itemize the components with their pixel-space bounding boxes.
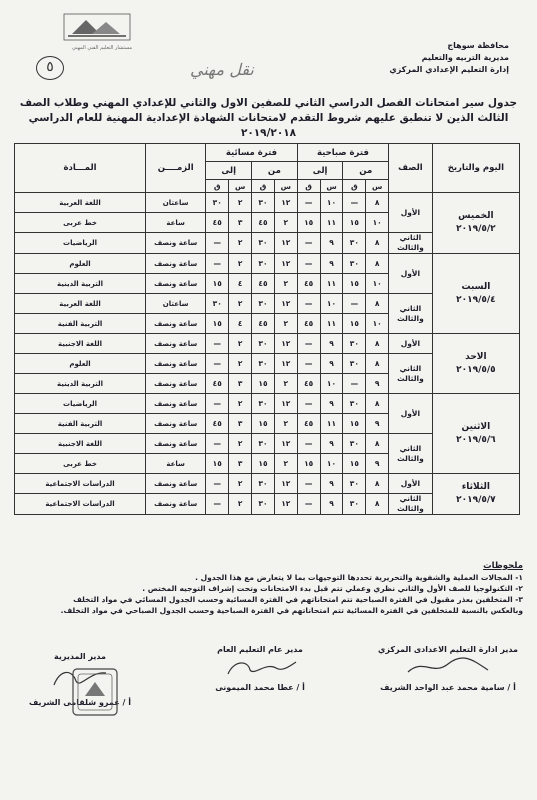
time-ef-q-cell: ٣٠: [252, 294, 275, 314]
table-row: [15, 334, 520, 354]
time-ef-q-cell: ٤٥: [252, 314, 275, 334]
subject-cell: التربية الدينية: [15, 374, 146, 394]
subject-cell: خط عربى: [15, 213, 146, 233]
day-name: الخميس: [458, 211, 494, 221]
org-line-2: مديرية التربيه والتعليم: [421, 53, 509, 62]
duration-cell: ساعتان: [146, 193, 206, 213]
time-et-s-cell: ٢: [229, 254, 252, 274]
time-mf-q-cell: ١٥: [343, 314, 366, 334]
time-mf-q-cell: ١٥: [343, 274, 366, 294]
col-morning-from-hour: س: [366, 180, 389, 193]
time-ef-s-cell: ١٢: [274, 354, 297, 374]
time-mf-q-cell: ٣٠: [343, 434, 366, 454]
time-mt-q-cell: —: [297, 254, 320, 274]
subject-cell: اللغة العربية: [15, 193, 146, 213]
sig3-name: أ / عمرو شلقامى الشريف: [29, 698, 131, 707]
time-ef-s-cell: ١٢: [274, 294, 297, 314]
time-mt-q-cell: —: [297, 474, 320, 494]
time-et-s-cell: ٢: [229, 193, 252, 213]
col-class: الصف: [389, 144, 433, 193]
document-title: [12, 96, 525, 141]
exam-date: ٢٠١٩/٥/٦: [456, 434, 496, 445]
day-name: الاحد: [465, 351, 487, 362]
exam-date: ٢٠١٩/٥/٥: [456, 364, 496, 375]
time-mt-s-cell: ٩: [320, 394, 343, 414]
col-evening-from-min: ق: [252, 180, 275, 193]
duration-cell: ساعة ونصف: [146, 233, 206, 254]
subject-cell: الرياضيات: [15, 233, 146, 254]
time-mt-q-cell: ١٥: [297, 213, 320, 233]
time-ef-q-cell: ١٥: [252, 414, 275, 434]
duration-cell: ساعة ونصف: [146, 254, 206, 274]
time-et-q-cell: —: [206, 434, 229, 454]
class-cell: الثاني والثالث: [389, 294, 433, 334]
subject-cell: التربية الدينية: [15, 274, 146, 294]
col-evening-to-min: ق: [206, 180, 229, 193]
time-et-q-cell: ١٥: [206, 454, 229, 474]
note-3: ٣- المتخلفين بعذر مقبول في الفترة الصباحية تتم امتحاناتهم في الفترة المسائية وحسب الجدول المسائي في مواد التخلف: [73, 595, 523, 604]
time-mf-s-cell: ١٠: [366, 314, 389, 334]
time-ef-s-cell: ٢: [274, 213, 297, 233]
time-et-q-cell: —: [206, 474, 229, 494]
page-number-circle: ٥: [36, 56, 64, 80]
time-et-s-cell: ٣: [229, 213, 252, 233]
col-morning-from-min: ق: [343, 180, 366, 193]
class-cell: الأول: [389, 193, 433, 233]
sig2-name: أ / عطا محمد الميمونى: [215, 683, 305, 692]
time-mt-q-cell: —: [297, 294, 320, 314]
time-et-s-cell: ٢: [229, 233, 252, 254]
time-mt-q-cell: —: [297, 334, 320, 354]
subject-cell: الدراسات الاجتماعية: [15, 474, 146, 494]
day-date-cell: [432, 474, 519, 515]
time-mt-q-cell: ٤٥: [297, 414, 320, 434]
org-line-1: محافظة سوهاج: [447, 41, 509, 50]
time-ef-s-cell: ١٢: [274, 474, 297, 494]
time-ef-s-cell: ٢: [274, 314, 297, 334]
class-cell: الأول: [389, 474, 433, 494]
time-ef-q-cell: ٤٥: [252, 274, 275, 294]
time-mf-s-cell: ٨: [366, 254, 389, 274]
class-cell: الأول: [389, 334, 433, 354]
table-row: [15, 193, 520, 213]
subject-cell: التربية الفنية: [15, 414, 146, 434]
exam-schedule-table: [14, 143, 520, 515]
time-mf-q-cell: ٣٠: [343, 254, 366, 274]
time-et-s-cell: ٢: [229, 394, 252, 414]
sig2-title: مدير عام التعليم العام: [217, 645, 303, 654]
col-evening-from-hour: س: [274, 180, 297, 193]
col-morning-from: من: [343, 162, 389, 180]
time-et-s-cell: ٣: [229, 374, 252, 394]
time-ef-s-cell: ١٢: [274, 494, 297, 515]
sig1-title: مدير ادارة التعليم الاعدادى المركزي: [378, 645, 518, 654]
time-mt-s-cell: ٩: [320, 494, 343, 515]
time-ef-q-cell: ٣٠: [252, 334, 275, 354]
time-ef-s-cell: ١٢: [274, 254, 297, 274]
duration-cell: ساعة: [146, 213, 206, 233]
time-mf-q-cell: ١٥: [343, 454, 366, 474]
note-1: ١- المجالات العملية والشفوية والتحريرية تحددها التوجيهات بما لا يتعارض مع هذا الجدول .: [195, 573, 523, 582]
time-et-q-cell: —: [206, 394, 229, 414]
official-stamp-icon: [70, 666, 120, 718]
time-mt-s-cell: ٩: [320, 334, 343, 354]
signature-block-general-director: [195, 644, 325, 694]
title-line-2: الثالث الذين لا تنطبق عليهم شروط التقدم لامتحانات الشهادة الإعدادية المهنية للعام الدراسي ٢٠١٩/٢٠١٨: [28, 112, 509, 139]
time-ef-s-cell: ١٢: [274, 394, 297, 414]
organization-header: [389, 40, 509, 76]
duration-cell: ساعة ونصف: [146, 274, 206, 294]
time-mt-q-cell: —: [297, 354, 320, 374]
subject-cell: اللغة الاجنبية: [15, 434, 146, 454]
time-mt-s-cell: ٩: [320, 474, 343, 494]
signature-block-central-director: [373, 644, 523, 694]
time-ef-q-cell: ١٥: [252, 374, 275, 394]
duration-cell: ساعتان: [146, 294, 206, 314]
day-date-cell: [432, 394, 519, 474]
duration-cell: ساعة ونصف: [146, 474, 206, 494]
time-ef-q-cell: ٣٠: [252, 254, 275, 274]
col-duration: الزمــــن: [146, 144, 206, 193]
time-mf-s-cell: ٩: [366, 374, 389, 394]
duration-cell: ساعة ونصف: [146, 374, 206, 394]
time-ef-s-cell: ٢: [274, 274, 297, 294]
time-mt-s-cell: ١١: [320, 274, 343, 294]
title-line-1: جدول سير امتحانات الفصل الدراسي الثاني للصفين الاول والثاني للإعدادي المهني وطلاب الصف: [19, 97, 518, 109]
time-mt-s-cell: ١٠: [320, 294, 343, 314]
time-mf-q-cell: ٣٠: [343, 494, 366, 515]
time-mf-q-cell: ٣٠: [343, 354, 366, 374]
time-ef-q-cell: ٣٠: [252, 494, 275, 515]
time-et-q-cell: ٣٠: [206, 193, 229, 213]
time-et-q-cell: ٤٥: [206, 374, 229, 394]
time-et-q-cell: ١٥: [206, 314, 229, 334]
time-mt-q-cell: ٤٥: [297, 274, 320, 294]
subject-cell: العلوم: [15, 354, 146, 374]
time-et-s-cell: ٢: [229, 294, 252, 314]
subject-cell: العلوم: [15, 254, 146, 274]
col-evening-to: إلى: [206, 162, 252, 180]
exam-date: ٢٠١٩/٥/٢: [456, 224, 496, 234]
time-mf-q-cell: ٣٠: [343, 474, 366, 494]
subject-cell: اللغة العربية: [15, 294, 146, 314]
time-et-s-cell: ٣: [229, 454, 252, 474]
time-ef-s-cell: ٢: [274, 454, 297, 474]
col-morning-period: فترة صباحية: [297, 144, 388, 162]
col-morning-to-min: ق: [297, 180, 320, 193]
time-et-q-cell: —: [206, 354, 229, 374]
time-et-s-cell: ٢: [229, 474, 252, 494]
time-mf-q-cell: ٣٠: [343, 334, 366, 354]
duration-cell: ساعة: [146, 454, 206, 474]
class-cell: الثاني والثالث: [389, 434, 433, 474]
class-cell: الأول: [389, 394, 433, 434]
time-ef-q-cell: ٣٠: [252, 394, 275, 414]
exam-date: ٢٠١٩/٥/٤: [456, 294, 496, 305]
time-ef-s-cell: ١٢: [274, 334, 297, 354]
subject-cell: الدراسات الاجتماعية: [15, 494, 146, 515]
duration-cell: ساعة ونصف: [146, 414, 206, 434]
handwritten-note: نقل مهني: [190, 60, 254, 79]
duration-cell: ساعة ونصف: [146, 354, 206, 374]
time-mt-s-cell: ١٠: [320, 454, 343, 474]
time-mf-q-cell: ٣٠: [343, 233, 366, 254]
time-mf-s-cell: ٩: [366, 414, 389, 434]
time-mf-s-cell: ١٠: [366, 274, 389, 294]
time-mt-s-cell: ٩: [320, 354, 343, 374]
note-4: وبالعكس بالنسبة للمتخلفين في الفترة المسائية تتم امتحاناتهم في الفترة الصباحية وحسب الجدول الصباحي في مواد التخلف.: [60, 606, 523, 615]
col-evening-from: من: [252, 162, 298, 180]
time-mf-q-cell: —: [343, 374, 366, 394]
subject-cell: التربية الفنية: [15, 314, 146, 334]
time-ef-q-cell: ٣٠: [252, 233, 275, 254]
time-mf-s-cell: ٨: [366, 494, 389, 515]
time-mt-q-cell: —: [297, 193, 320, 213]
day-date-cell: [432, 193, 519, 254]
time-mt-s-cell: ٩: [320, 434, 343, 454]
logo-caption: مستشار التعليم الفني المهني: [72, 45, 133, 51]
class-cell: الثاني والثالث: [389, 233, 433, 254]
time-mf-s-cell: ١٠: [366, 213, 389, 233]
class-cell: الثاني والثالث: [389, 494, 433, 515]
time-mf-s-cell: ٨: [366, 334, 389, 354]
time-mf-s-cell: ٨: [366, 354, 389, 374]
time-et-s-cell: ٤: [229, 314, 252, 334]
day-date-cell: [432, 254, 519, 334]
notes-title: ملحوظات: [483, 561, 523, 571]
col-evening-period: فترة مسائية: [206, 144, 297, 162]
time-ef-q-cell: ٣٠: [252, 354, 275, 374]
time-ef-s-cell: ١٢: [274, 193, 297, 213]
subject-cell: خط عربى: [15, 454, 146, 474]
col-day-date: اليوم والتاريخ: [432, 144, 519, 193]
time-mf-s-cell: ٨: [366, 474, 389, 494]
time-mf-q-cell: ١٥: [343, 213, 366, 233]
time-et-q-cell: —: [206, 254, 229, 274]
signature-scribble-icon: [220, 656, 300, 678]
time-ef-s-cell: ١٢: [274, 233, 297, 254]
sig1-name: أ / سامية محمد عبد الواحد الشريف: [380, 683, 516, 692]
exam-date: ٢٠١٩/٥/٧: [456, 495, 496, 505]
time-et-q-cell: ٣٠: [206, 294, 229, 314]
table-row: [15, 254, 520, 274]
time-ef-s-cell: ٢: [274, 374, 297, 394]
time-mf-s-cell: ٨: [366, 394, 389, 414]
schedule-rows: [15, 193, 520, 515]
time-et-s-cell: ٢: [229, 494, 252, 515]
time-et-s-cell: ٤: [229, 274, 252, 294]
day-name: الاثنين: [461, 421, 491, 432]
time-mf-s-cell: ٩: [366, 454, 389, 474]
time-mf-q-cell: —: [343, 193, 366, 213]
time-mf-q-cell: ٣٠: [343, 394, 366, 414]
duration-cell: ساعة ونصف: [146, 494, 206, 515]
time-mt-s-cell: ١١: [320, 213, 343, 233]
time-mf-q-cell: —: [343, 294, 366, 314]
time-mf-s-cell: ٨: [366, 233, 389, 254]
time-mt-q-cell: ٤٥: [297, 374, 320, 394]
time-ef-s-cell: ٢: [274, 414, 297, 434]
subject-cell: اللغة الاجنبية: [15, 334, 146, 354]
time-mt-q-cell: —: [297, 233, 320, 254]
note-2: ٢- التكنولوجيا للصف الأول والثاني نظري وعملي تتم قبل بدء الامتحانات وتحت إشراف التوجيه المختص .: [142, 584, 523, 593]
time-mt-s-cell: ٩: [320, 254, 343, 274]
ministry-logo: [62, 12, 152, 51]
time-mt-q-cell: —: [297, 494, 320, 515]
time-et-s-cell: ٢: [229, 354, 252, 374]
subject-cell: الرياضيات: [15, 394, 146, 414]
table-row: [15, 474, 520, 494]
col-evening-to-hour: س: [229, 180, 252, 193]
duration-cell: ساعة ونصف: [146, 334, 206, 354]
class-cell: الأول: [389, 254, 433, 294]
time-et-s-cell: ٢: [229, 334, 252, 354]
duration-cell: ساعة ونصف: [146, 394, 206, 414]
time-mf-s-cell: ٨: [366, 434, 389, 454]
class-cell: الثاني والثالث: [389, 354, 433, 394]
time-ef-q-cell: ١٥: [252, 454, 275, 474]
time-mt-q-cell: ١٥: [297, 454, 320, 474]
day-name: الثلاثاء: [461, 482, 491, 492]
time-et-q-cell: —: [206, 233, 229, 254]
col-subject: المـــادة: [15, 144, 146, 193]
time-ef-q-cell: ٤٥: [252, 213, 275, 233]
time-et-q-cell: —: [206, 494, 229, 515]
time-et-s-cell: ٣: [229, 414, 252, 434]
time-et-q-cell: ١٥: [206, 274, 229, 294]
org-line-3: إدارة التعليم الإعدادي المركزي: [389, 65, 509, 74]
duration-cell: ساعة ونصف: [146, 314, 206, 334]
time-et-q-cell: —: [206, 334, 229, 354]
time-mt-q-cell: ٤٥: [297, 314, 320, 334]
time-mt-s-cell: ١٠: [320, 193, 343, 213]
time-ef-q-cell: ٣٠: [252, 474, 275, 494]
time-mf-s-cell: ٨: [366, 294, 389, 314]
time-mt-s-cell: ١١: [320, 414, 343, 434]
time-et-s-cell: ٢: [229, 434, 252, 454]
logo-emblem-icon: [62, 12, 132, 42]
time-ef-q-cell: ٣٠: [252, 193, 275, 213]
day-name: السبت: [461, 281, 491, 292]
table-row: [15, 394, 520, 414]
time-mf-q-cell: ١٥: [343, 414, 366, 434]
duration-cell: ساعة ونصف: [146, 434, 206, 454]
day-date-cell: [432, 334, 519, 394]
sig3-title: مدير المديرية: [54, 652, 106, 661]
time-ef-s-cell: ١٢: [274, 434, 297, 454]
time-mt-s-cell: ١٠: [320, 374, 343, 394]
col-morning-to-hour: س: [320, 180, 343, 193]
time-mt-s-cell: ٩: [320, 233, 343, 254]
signature-scribble-icon: [403, 656, 493, 678]
time-mt-s-cell: ١١: [320, 314, 343, 334]
time-mt-q-cell: —: [297, 394, 320, 414]
time-mt-q-cell: —: [297, 434, 320, 454]
time-ef-q-cell: ٣٠: [252, 434, 275, 454]
notes-section: [13, 561, 523, 616]
time-et-q-cell: ٤٥: [206, 213, 229, 233]
time-et-q-cell: ٤٥: [206, 414, 229, 434]
col-morning-to: إلى: [297, 162, 343, 180]
time-mf-s-cell: ٨: [366, 193, 389, 213]
